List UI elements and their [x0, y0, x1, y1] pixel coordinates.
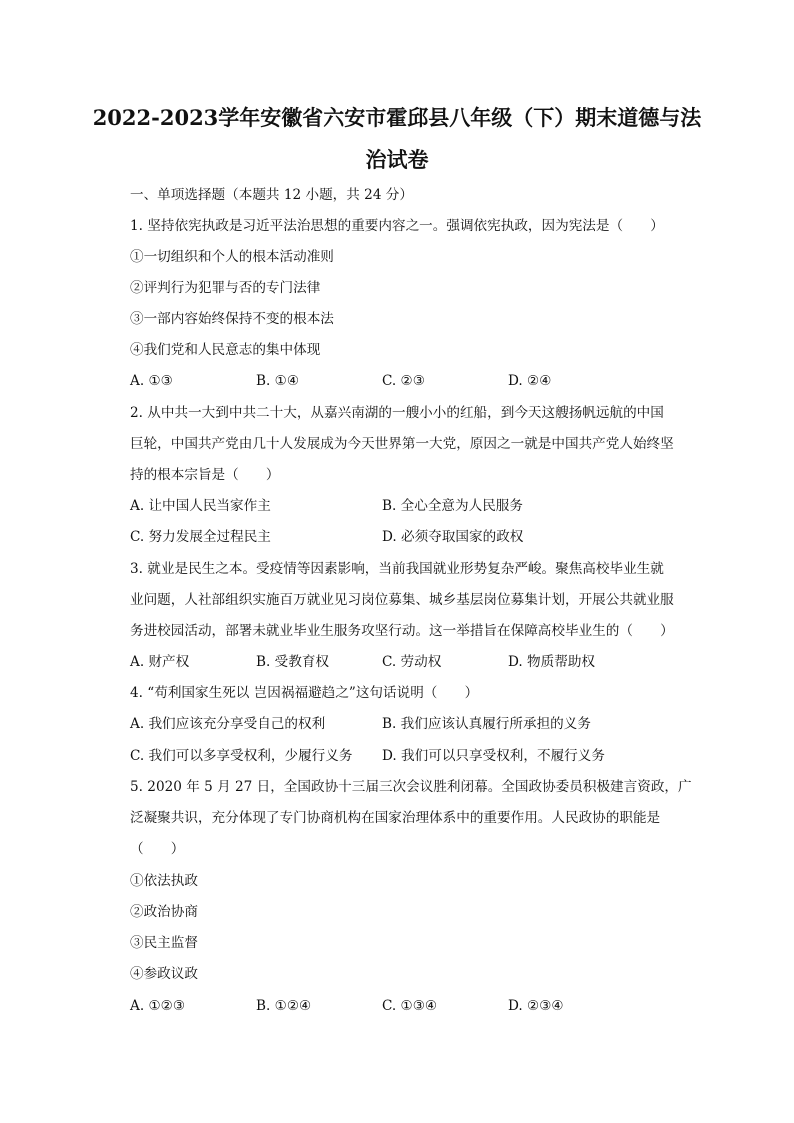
question-2-option-c: C. 努力发展全过程民主 [130, 529, 271, 545]
question-4-option-a: A. 我们应该充分享受自己的权利 [130, 716, 326, 732]
question-5-option-c: C. ①③④ [382, 998, 438, 1014]
question-5-option-b: B. ①②④ [256, 998, 312, 1014]
question-1-statement-3: ③一部内容始终保持不变的根本法 [130, 311, 334, 327]
question-5-statement-1: ①依法执政 [130, 873, 198, 889]
question-4-options-row-2 [130, 746, 690, 766]
question-5-option-d: D. ②③④ [508, 998, 564, 1014]
question-3-option-c: C. 劳动权 [382, 654, 442, 670]
question-3-line-2: 业问题，人社部组织实施百万就业见习岗位募集、城乡基层岗位募集计划，开展公共就业服 [130, 592, 674, 608]
question-1-option-a: A. ①③ [130, 373, 173, 389]
question-2-line-1: 2. 从中共一大到中共二十大，从嘉兴南湖的一艘小小的红船，到今天这艘扬帆远航的中国 [130, 405, 664, 421]
question-4-option-d: D. 我们可以只享受权利，不履行义务 [382, 748, 605, 764]
question-5-line-1: 5. 2020 年 5 月 27 日，全国政协十三届三次会议胜利闭幕。全国政协委员积极建言资政，广 [130, 779, 692, 795]
question-3-line-1: 3. 就业是民生之本。受疫情等因素影响，当前我国就业形势复杂严峻。聚焦高校毕业生就 [130, 561, 664, 577]
question-3-option-d: D. 物质帮助权 [508, 654, 596, 670]
question-4-options-row-1 [130, 714, 690, 734]
question-4-option-b: B. 我们应该认真履行所承担的义务 [382, 716, 591, 732]
question-1-statement-2: ②评判行为犯罪与否的专门法律 [130, 280, 321, 296]
question-1-statement-4: ④我们党和人民意志的集中体现 [130, 342, 321, 358]
exam-title-line2: 治试卷 [365, 147, 429, 172]
question-3-option-a: A. 财产权 [130, 654, 190, 670]
question-1-option-d: D. ②④ [508, 373, 552, 389]
question-1-statement-1: ①一切组织和个人的根本活动准则 [130, 249, 334, 265]
question-3-options [130, 652, 690, 672]
question-5-statement-3: ③民主监督 [130, 935, 198, 951]
question-5-line-2: 泛凝聚共识，充分体现了专门协商机构在国家治理体系中的重要作用。人民政协的职能是 [130, 810, 661, 826]
question-2-options-row-2 [130, 527, 690, 547]
section-heading: 一、单项选择题（本题共 12 小题，共 24 分） [130, 187, 413, 203]
question-2-option-b: B. 全心全意为人民服务 [382, 498, 523, 514]
question-5-statement-4: ④参政议政 [130, 966, 198, 982]
question-2-options-row-1 [130, 496, 690, 516]
question-2-line-3: 持的根本宗旨是（ ） [130, 467, 280, 483]
question-4-stem: 4. “苟利国家生死以 岂因祸福避趋之”这句话说明（ ） [130, 685, 479, 701]
question-1-options [130, 371, 690, 391]
question-2-line-2: 巨轮，中国共产党由几十人发展成为今天世界第一大党，原因之一就是中国共产党人始终坚 [130, 436, 674, 452]
question-1-option-c: C. ②③ [382, 373, 425, 389]
question-5-option-a: A. ①②③ [130, 998, 186, 1014]
question-1-stem: 1. 坚持依宪执政是习近平法治思想的重要内容之一。强调依宪执政，因为宪法是（ ） [130, 218, 664, 234]
question-5-line-3: （ ） [130, 841, 185, 857]
exam-title-line1: 2022-2023学年安徽省六安市霍邱县八年级（下）期末道德与法 [92, 105, 702, 130]
question-5-options [130, 996, 690, 1016]
question-2-option-d: D. 必须夺取国家的政权 [382, 529, 524, 545]
question-3-option-b: B. 受教育权 [256, 654, 330, 670]
question-1-option-b: B. ①④ [256, 373, 300, 389]
question-3-line-3: 务进校园活动，部署未就业毕业生服务攻坚行动。这一举措旨在保障高校毕业生的（ ） [130, 623, 674, 639]
question-5-statement-2: ②政治协商 [130, 904, 198, 920]
question-4-option-c: C. 我们可以多享受权利，少履行义务 [130, 748, 353, 764]
question-2-option-a: A. 让中国人民当家作主 [130, 498, 271, 514]
